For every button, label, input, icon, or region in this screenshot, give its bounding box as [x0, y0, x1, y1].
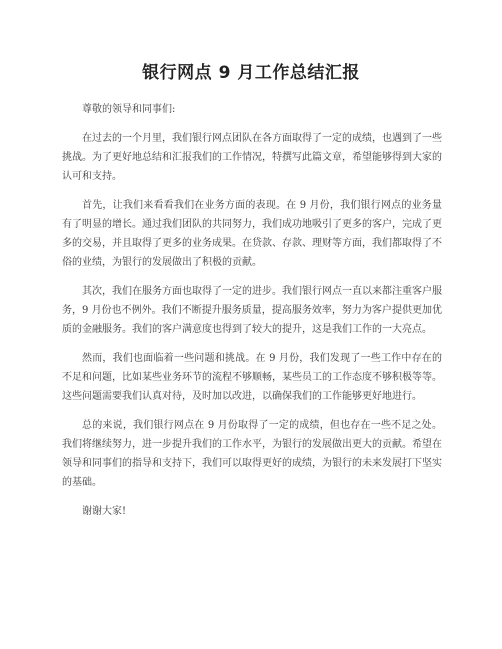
document-title: 银行网点 9 月工作总结汇报 [142, 63, 360, 83]
document-body [62, 100, 442, 521]
paragraph-service: 其次，我们在服务方面也取得了一定的进步。我们银行网点一直以来都注重客户服务，9 月份也不例外。我们不断提升服务质量，提高服务效率，努力为客户提供更加优质的金融服务。我们的客户满意度也得到了较大的提升，这是我们工作的一大亮点。 [62, 286, 442, 335]
greeting-text: 尊敬的领导和同事们: [82, 104, 176, 115]
paragraph-intro: 在过去的一个月里，我们银行网点团队在各方面取得了一定的成绩，也遇到了一些挑战。为了更好地总结和汇报我们的工作情况，特撰写此篇文章，希望能够得到大家的认可和支持。 [62, 133, 442, 182]
paragraph-summary: 总的来说，我们银行网点在 9 月份取得了一定的成绩，但也存在一些不足之处。我们将继续努力，进一步提升我们的工作水平，为银行的发展做出更大的贡献。希望在领导和同事们的指导和支持下，我们可以取得更好的成绩，为银行的未来发展打下坚实的基础。 [62, 420, 442, 488]
paragraph-business: 首先，让我们来看看我们在业务方面的表现。在 9 月份，我们银行网点的业务量有了明显的增长。通过我们团队的共同努力，我们成功地吸引了更多的客户，完成了更多的交易，并且取得了更多的业务成果。在贷款、存款、理财等方面，我们都取得了不俗的业绩，为银行的发展做出了积极的贡献。 [62, 200, 442, 268]
paragraph-problems: 然而，我们也面临着一些问题和挑战。在 9 月份，我们发现了一些工作中存在的不足和问题，比如某些业务环节的流程不够顺畅，某些员工的工作态度不够积极等等。这些问题需要我们认真对待，及时加以改进，以确保我们的工作能够更好地进行。 [62, 353, 442, 402]
closing-text: 谢谢大家! [82, 506, 127, 517]
